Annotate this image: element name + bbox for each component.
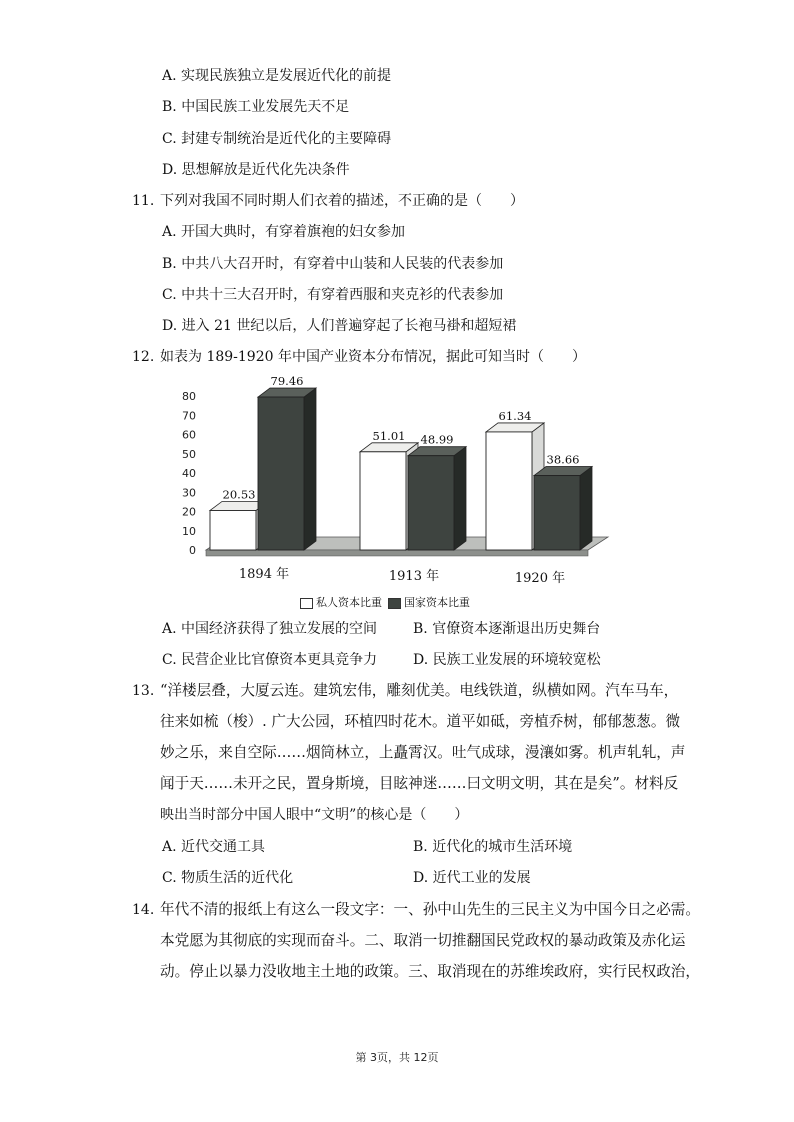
bar-private-capital (486, 432, 532, 550)
bar-private-capital (360, 452, 406, 550)
bar-state-capital (408, 456, 454, 550)
q13-option-d: D. 近代工业的发展 (413, 870, 531, 886)
q13-number: 13. (132, 683, 155, 699)
bar-state-capital (258, 397, 304, 550)
q10-option-a: A. 实现民族独立是发展近代化的前提 (162, 68, 392, 84)
q13-line-4: 闻于天……未开之民，置身斯境，目眩神迷……曰文明文明，其在是矣”。材料反 (160, 775, 679, 792)
legend-item-private: 私人资本比重 (300, 594, 382, 610)
q12-option-c: C. 民营企业比官僚资本更具竞争力 (162, 652, 378, 668)
bar-data-label: 61.34 (498, 408, 532, 423)
q13-line-2: 往来如梳（梭）. 广大公园，环植四时花木。道平如砥，旁植乔树，郁郁葱葱。微 (160, 713, 681, 730)
q12-option-b: B. 官僚资本逐渐退出历史舞台 (413, 621, 601, 637)
legend-item-state: 国家资本比重 (388, 594, 470, 610)
bar-data-label: 20.53 (222, 487, 256, 502)
q13-option-a: A. 近代交通工具 (162, 839, 266, 855)
q14-line-1: 年代不清的报纸上有这么一段文字：一、孙中山先生的三民主义为中国今日之必需。 (160, 901, 700, 918)
bar-data-label: 38.66 (546, 452, 580, 467)
x-category-label: 1894 年 (238, 567, 290, 582)
bar-data-label: 79.46 (270, 374, 304, 389)
y-tick-label: 10 (182, 524, 196, 538)
q11-number: 11. (132, 193, 155, 209)
q12-option-d: D. 民族工业发展的环境较宽松 (413, 652, 601, 668)
q13-line-3: 妙之乐，来自空际……烟筒林立，上矗霄汉。吐气成球，漫瀼如雾。机声轧轧，声 (160, 744, 686, 761)
y-tick-label: 20 (182, 505, 196, 519)
q12-number: 12. (132, 349, 155, 365)
q14-line-2: 本党愿为其彻底的实现而奋斗。二、取消一切推翻国民党政权的暴动政策及赤化运 (160, 932, 686, 949)
y-tick-label: 40 (182, 467, 196, 480)
q12-stem: 如表为 189-1920 年中国产业资本分布情况，据此可知当时（ ） (160, 349, 586, 365)
bar-state-capital (534, 476, 580, 550)
chart-floor-edge (206, 550, 588, 556)
q11-option-d: D. 进入 21 世纪以后，人们普遍穿起了长袍马褂和超短裙 (162, 318, 517, 334)
y-tick-label: 70 (182, 409, 196, 423)
bar-private-capital (210, 510, 256, 550)
q11-stem: 下列对我国不同时期人们衣着的描述，不正确的是（ ） (160, 193, 524, 209)
q11-option-b: B. 中共八大召开时，有穿着中山装和人民装的代表参加 (162, 256, 504, 272)
q13-line-1: “洋楼层叠，大厦云连。建筑宏伟，雕刻优美。电线铁道，纵横如网。汽车马车， (160, 682, 679, 699)
legend-swatch-state (388, 598, 401, 609)
legend-swatch-private (300, 598, 313, 609)
q11-option-c: C. 中共十三大召开时，有穿着西服和夹克衫的代表参加 (162, 287, 504, 303)
y-tick-label: 50 (182, 447, 196, 461)
y-tick-label: 80 (182, 390, 196, 403)
bar-data-label: 48.99 (420, 432, 454, 447)
q11-option-a: A. 开国大典时，有穿着旗袍的妇女参加 (162, 224, 406, 240)
q10-option-d: D. 思想解放是近代化先决条件 (162, 162, 350, 178)
x-category-label: 1913 年 (388, 569, 440, 584)
bar-data-label: 51.01 (372, 428, 406, 443)
capital-distribution-chart (170, 372, 620, 594)
bar-side (304, 388, 316, 550)
q13-option-c: C. 物质生活的近代化 (162, 870, 294, 886)
y-tick-label: 30 (182, 486, 196, 500)
q13-option-b: B. 近代化的城市生活环境 (413, 839, 573, 855)
y-tick-label: 0 (189, 544, 196, 557)
x-category-label: 1920 年 (514, 571, 566, 586)
q10-option-c: C. 封建专制统治是近代化的主要障碍 (162, 131, 392, 147)
q12-option-a: A. 中国经济获得了独立发展的空间 (162, 621, 378, 637)
chart-legend (300, 594, 470, 610)
bar-side (454, 447, 466, 550)
bar-side (580, 467, 592, 550)
q14-number: 14. (132, 902, 155, 918)
page-footer: 第 3页，共 12页 (355, 1051, 439, 1064)
y-tick-label: 60 (182, 428, 196, 442)
q14-line-3: 动。停止以暴力没收地主土地的政策。三、取消现在的苏维埃政府，实行民权政治， (160, 963, 700, 980)
q10-option-b: B. 中国民族工业发展先天不足 (162, 99, 350, 115)
q13-line-5: 映出当时部分中国人眼中“文明”的核心是（ ） (160, 807, 469, 823)
